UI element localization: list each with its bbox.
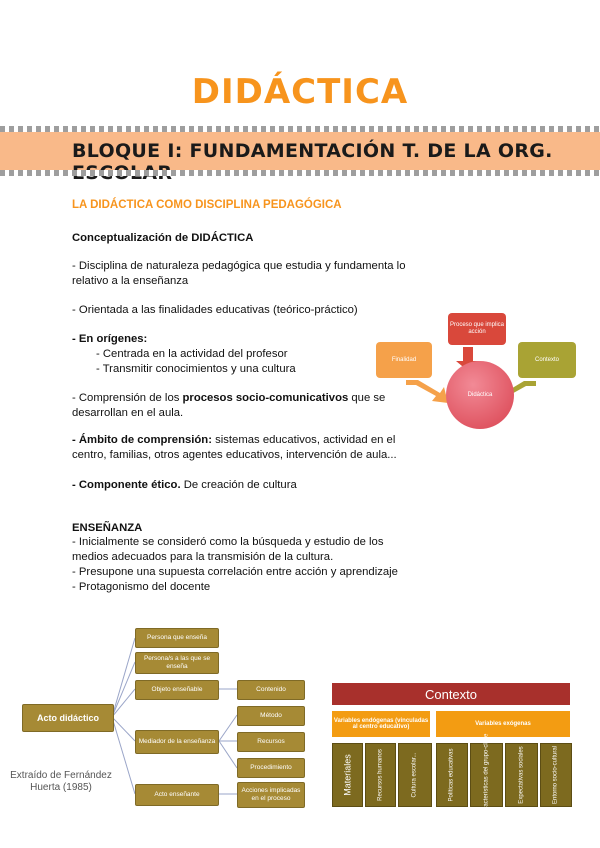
banner-edge-top [0, 126, 600, 132]
box-contexto: Contexto [518, 342, 576, 378]
text-line: relativo a la enseñanza [72, 275, 189, 287]
tree-recursos: Recursos [237, 732, 305, 752]
arrow-left [406, 380, 448, 403]
text-span: - Componente ético. [72, 479, 181, 491]
concept-p2: - Orientada a las finalidades educativas (teórico-práctico) [72, 304, 358, 316]
ensenanza-heading: ENSEÑANZA [72, 522, 143, 534]
text-line: - En orígenes: [72, 333, 148, 345]
text-line: - Transmitir conocimientos y una cultura [96, 363, 296, 375]
cell-text: Cultura escolar... [411, 752, 418, 798]
text-span: que se [348, 392, 386, 404]
cell-text: Recursos humanos [377, 749, 383, 801]
tree-caption [0, 770, 122, 794]
text-line: - Disciplina de naturaleza pedagógica que estudia y fundamenta lo [72, 260, 406, 272]
circle-didactica: Didáctica [446, 361, 514, 429]
concept-p5 [72, 433, 397, 463]
box-proceso: Proceso que implica acción [448, 313, 506, 345]
text-span: - Ámbito de comprensión: [72, 434, 212, 446]
text-span: sistemas educativos, actividad en el [211, 434, 396, 446]
context-cell [436, 743, 468, 807]
text-line: medios adecuados para la transmisión de la cultura. [72, 551, 334, 563]
context-cell [470, 733, 503, 817]
tree-contenido: Contenido [237, 680, 305, 700]
block-banner [0, 132, 600, 170]
ensenanza-body [72, 535, 398, 595]
cell-text: Materiales [342, 754, 352, 796]
caption-line: Huerta (1985) [30, 782, 92, 793]
banner-edge-bottom [0, 170, 600, 176]
tree-root: Acto didáctico [22, 704, 114, 732]
concept-heading: Conceptualización de DIDÁCTICA [72, 232, 254, 244]
tree-acciones: Acciones implicadas en el proceso [237, 782, 305, 808]
context-exogenas: Variables exógenas [436, 711, 570, 737]
cell-text: Políticas educativas [448, 748, 455, 802]
block-title: BLOQUE I: FUNDAMENTACIÓN T. DE LA ORG. [72, 140, 553, 162]
context-cell [540, 743, 572, 807]
text-line: - Inicialmente se consideró como la búsqueda y estudio de los [72, 536, 384, 548]
text-span: - Comprensión de los [72, 392, 183, 404]
text-line: desarrollan en el aula. [72, 407, 184, 419]
cell-text: Expectativas sociales [518, 746, 524, 804]
tree-metodo: Método [237, 706, 305, 726]
tree-mediador: Mediador de la enseñanza [135, 730, 219, 754]
text-line: - Presupone una supuesta correlación entre acción y aprendizaje [72, 566, 398, 578]
text-line: - Centrada en la actividad del profesor [96, 348, 288, 360]
text-line: centro, familias, otros agentes educativos, intervención de aula... [72, 449, 397, 461]
cell-text: Entorno socio-cultural [552, 745, 559, 805]
context-title: Contexto [332, 683, 570, 705]
section-heading: LA DIDÁCTICA COMO DISCIPLINA PEDAGÓGICA [72, 199, 342, 211]
text-span: De creación de cultura [180, 479, 297, 491]
concept-p4 [72, 391, 385, 421]
text-line: - Protagonismo del docente [72, 581, 211, 593]
context-endogenas: Variables endógenas (vinculadas al centro educativo) [332, 711, 430, 737]
concept-p3 [72, 332, 296, 377]
tree-acto: Acto enseñante [135, 784, 219, 806]
context-cell [505, 743, 538, 807]
tree-procedimiento: Procedimiento [237, 758, 305, 778]
concept-p1 [72, 259, 405, 289]
cell-text: Características del grupo-clase [483, 733, 489, 817]
caption-line: Extraído de Fernández [10, 770, 112, 781]
text-span: procesos socio-comunicativos [182, 392, 349, 404]
box-finalidad: Finalidad [376, 342, 432, 378]
page-title: DIDÁCTICA [191, 72, 409, 112]
tree-objeto: Objeto enseñable [135, 680, 219, 700]
tree-persona: Persona que enseña [135, 628, 219, 648]
concept-p6 [72, 478, 297, 493]
context-cell [398, 743, 432, 807]
context-cell [365, 743, 396, 807]
context-cell [332, 743, 363, 807]
tree-persona-aprende: Persona/s a las que se enseña [135, 652, 219, 674]
